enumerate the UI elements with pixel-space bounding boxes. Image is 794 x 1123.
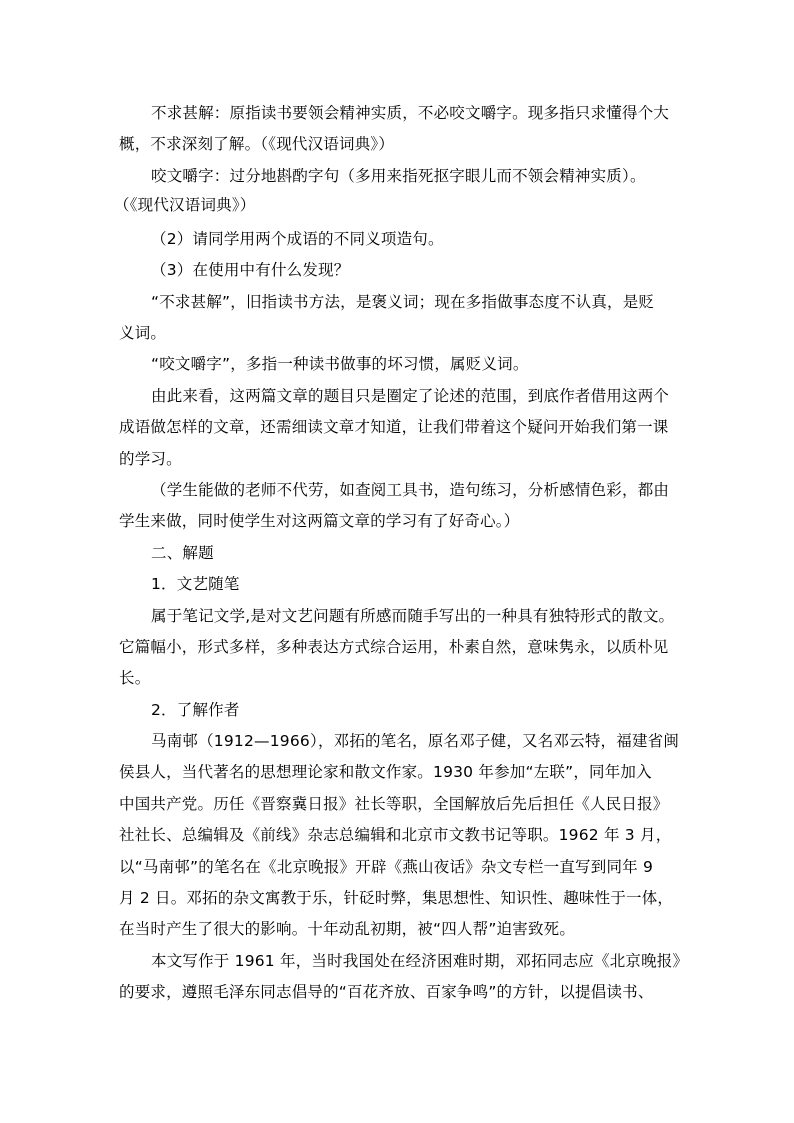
subsection-heading: 2．了解作者: [151, 701, 240, 719]
text-line: 长。: [119, 669, 151, 687]
text-line: （《现代汉语词典》）: [114, 196, 256, 214]
text-line: 成语做怎样的文章，还需细读文章才知道，让我们带着这个疑问开始我们第一课: [119, 418, 669, 436]
text-line: 的学习。: [119, 450, 182, 468]
text-line: 本文写作于 1961 年，当时我国处在经济困难时期，邓拓同志应《北京晚报》: [151, 952, 689, 970]
text-line: “不求甚解”，旧指读书方法，是褒义词；现在多指做事态度不认真，是贬: [151, 293, 655, 311]
text-line: 侯县人，当代著名的思想理论家和散文作家。1930 年参加“左联”，同年加入: [119, 763, 652, 781]
text-line: “咬文嚼字”，多指一种读书做事的坏习惯，属贬义词。: [151, 355, 529, 373]
section-heading: 二、解题: [151, 544, 214, 562]
text-line: 不求甚解：原指读书要领会精神实质，不必咬文嚼字。现多指只求懂得个大: [151, 104, 670, 122]
text-line: 以“马南邨”的笔名在《北京晚报》开辟《燕山夜话》杂文专栏一直写到同年 9: [119, 858, 654, 876]
text-line: 学生来做，同时使学生对这两篇文章的学习有了好奇心。）: [119, 512, 520, 530]
text-line: 月 2 日。邓拓的杂文寓教于乐，针砭时弊，集思想性、知识性、趣味性于一体，: [119, 889, 674, 907]
text-line: 中国共产党。历任《晋察冀日报》社长等职，全国解放后先后担任《人民日报》: [119, 795, 669, 813]
text-line: 社社长、总编辑及《前线》杂志总编辑和北京市文教书记等职。1962 年 3 月，: [119, 826, 672, 844]
subsection-heading: 1．文艺随笔: [151, 575, 240, 593]
text-line: 的要求，遵照毛泽东同志倡导的“百花齐放、百家争鸣”的方针，以提倡读书、: [119, 983, 654, 1001]
text-line: （3）在使用中有什么发现？: [151, 261, 350, 279]
text-line: 咬文嚼字：过分地斟酌字句（多用来指死抠字眼儿而不领会精神实质）。: [151, 167, 646, 185]
text-line: 义词。: [119, 324, 167, 342]
text-line: 属于笔记文学,是对文艺问题有所感而随手写出的一种具有独特形式的散文。: [151, 607, 675, 625]
text-line: 在当时产生了很大的影响。十年动乱初期，被“四人帮”迫害致死。: [119, 920, 576, 938]
text-line: 由此来看，这两篇文章的题目只是圈定了论述的范围，到底作者借用这两个: [151, 387, 670, 405]
text-line: 马南邨（1912—1966），邓拓的笔名，原名邓子健，又名邓云特，福建省闽: [151, 732, 680, 750]
text-line: （学生能做的老师不代劳，如查阅工具书，造句练习，分析感情色彩，都由: [151, 481, 670, 499]
text-line: 概，不求深刻了解。（《现代汉语词典》）: [119, 135, 395, 153]
text-line: （2）请同学用两个成语的不同义项造句。: [151, 230, 444, 248]
text-line: 它篇幅小，形式多样，多种表达方式综合运用，朴素自然，意味隽永，以质朴见: [119, 638, 669, 656]
